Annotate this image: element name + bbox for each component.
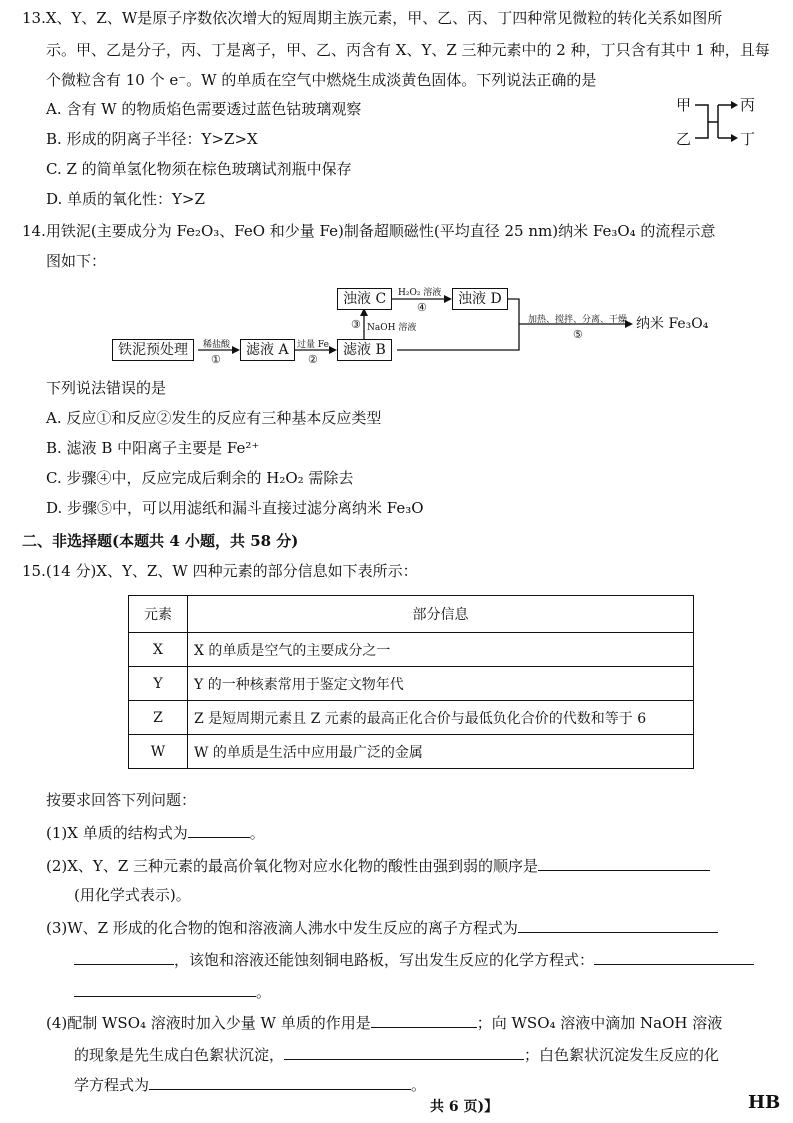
- part2-text: (2)X、Y、Z 三种元素的最高价氧化物对应水化物的酸性由强到弱的顺序是: [46, 857, 539, 875]
- part1-end: 。: [249, 824, 265, 842]
- q13-stem-line2: 示。甲、乙是分子，丙、丁是离子，甲、乙、丙含有 X、Y、Z 三种元素中的 2 种，丁只含有其中 1 种，且每: [46, 41, 770, 59]
- page-code: HB: [748, 1092, 781, 1113]
- part3-end: 。: [256, 983, 272, 1001]
- part3-line2: [74, 949, 754, 970]
- diagram-ding: 丁: [740, 130, 756, 148]
- q13-option-c: C. Z 的简单氢化物须在棕色玻璃试剂瓶中保存: [46, 160, 352, 178]
- table-cell-info: Y 的一种核素常用于鉴定文物年代: [188, 667, 694, 701]
- answer-blank[interactable]: [74, 981, 256, 997]
- answer-blank[interactable]: [149, 1074, 411, 1090]
- table-cell-info: X 的单质是空气的主要成分之一: [188, 633, 694, 667]
- flow-box-filtrate-b: 滤液 B: [337, 339, 392, 361]
- q15-part3: [46, 917, 718, 938]
- diagram-jia: 甲: [676, 96, 692, 114]
- step3-number: ③: [351, 318, 361, 331]
- q14-stem-line2: 图如下：: [46, 252, 107, 270]
- part3-line3: [74, 981, 271, 1002]
- q14-option-d: D. 步骤⑤中，可以用滤纸和漏斗直接过滤分离纳米 Fe₃O: [46, 499, 424, 517]
- table-cell-element: Z: [129, 701, 188, 735]
- q13-option-a: A. 含有 W 的物质焰色需要透过蓝色钴玻璃观察: [46, 100, 362, 118]
- flow-box-turbid-c: 浊液 C: [337, 288, 392, 310]
- table-header-info: 部分信息: [188, 596, 694, 633]
- table-header-row: [129, 596, 694, 633]
- q13-stem-line3: 个微粒含有 10 个 e⁻。W 的单质在空气中燃烧生成淡黄色固体。下列说法正确的是: [46, 71, 597, 89]
- flow-box-turbid-d: 浊液 D: [452, 288, 508, 310]
- step2-reagent: 过量 Fe: [297, 340, 329, 350]
- step5-number: ⑤: [573, 328, 583, 341]
- step4-reagent: H₂O₂ 溶液: [398, 288, 442, 298]
- section-heading: 二、非选择题(本题共 4 小题，共 58 分): [22, 532, 299, 550]
- q13-option-d: D. 单质的氧化性：Y>Z: [46, 190, 205, 208]
- step2-number: ②: [308, 353, 318, 366]
- answer-blank[interactable]: [371, 1012, 477, 1028]
- q14-option-b: B. 滤液 B 中阳离子主要是 Fe²⁺: [46, 439, 260, 457]
- q13-option-b: B. 形成的阴离子半径：Y>Z>X: [46, 130, 258, 148]
- q13-stem-line1: 13.X、Y、Z、W是原子序数依次增大的短周期主族元素，甲、乙、丙、丁四种常见微粒的转化关系如图所: [22, 9, 723, 27]
- part2-note: (用化学式表示)。: [74, 886, 191, 904]
- q14-option-a: A. 反应①和反应②发生的反应有三种基本反应类型: [46, 409, 382, 427]
- part4-line2: [74, 1044, 719, 1065]
- step1-number: ①: [211, 353, 221, 366]
- answer-blank[interactable]: [538, 855, 710, 871]
- part4-text5: 学方程式为: [74, 1076, 150, 1094]
- part4-text2: ；向 WSO₄ 溶液中滴加 NaOH 溶液: [476, 1014, 723, 1032]
- step3-reagent: NaOH 溶液: [367, 323, 417, 333]
- answer-blank[interactable]: [188, 822, 250, 838]
- part4-line3: [74, 1074, 426, 1095]
- flow-box-iron-mud: 铁泥预处理: [112, 339, 194, 361]
- q14-option-c: C. 步骤④中，反应完成后剩余的 H₂O₂ 需除去: [46, 469, 354, 487]
- table-cell-element: W: [129, 735, 188, 769]
- q15-instruction: 按要求回答下列问题：: [46, 791, 197, 809]
- answer-blank[interactable]: [518, 917, 718, 933]
- q14-question: 下列说法错误的是: [46, 379, 167, 397]
- diagram-bing: 丙: [740, 96, 756, 114]
- table-header-element: 元素: [129, 596, 188, 633]
- q15-part2: [46, 855, 710, 876]
- part1-text: (1)X 单质的结构式为: [46, 824, 188, 842]
- q15-stem: 15.(14 分)X、Y、Z、W 四种元素的部分信息如下表所示：: [22, 562, 418, 580]
- q15-part1: [46, 822, 265, 843]
- table-row: [129, 735, 694, 769]
- part4-text3: 的现象是先生成白色絮状沉淀，: [74, 1046, 285, 1064]
- table-cell-info: Z 是短周期元素且 Z 元素的最高正化合价与最低负化合价的代数和等于 6: [188, 701, 694, 735]
- step5-operation: 加热、搅拌、分离、干燥: [528, 315, 628, 325]
- q15-part4: [46, 1012, 722, 1033]
- table-row: [129, 667, 694, 701]
- table-cell-element: Y: [129, 667, 188, 701]
- page-footer: 共 6 页)】: [430, 1099, 499, 1115]
- answer-blank[interactable]: [74, 949, 174, 965]
- diagram-yi: 乙: [676, 130, 692, 148]
- table-cell-info: W 的单质是生活中应用最广泛的金属: [188, 735, 694, 769]
- answer-blank[interactable]: [594, 949, 754, 965]
- part3-text2: ，该饱和溶液还能蚀刻铜电路板，写出发生反应的化学方程式：: [174, 951, 595, 969]
- table-row: [129, 701, 694, 735]
- step1-reagent: 稀盐酸: [203, 340, 231, 350]
- flow-product: 纳米 Fe₃O₄: [636, 316, 709, 332]
- table-cell-element: X: [129, 633, 188, 667]
- flow-box-filtrate-a: 滤液 A: [240, 339, 295, 361]
- part4-end: 。: [411, 1076, 427, 1094]
- table-row: [129, 633, 694, 667]
- part4-text4: ；白色絮状沉淀发生反应的化: [524, 1046, 720, 1064]
- step4-number: ④: [417, 301, 427, 314]
- q14-stem-line1: 14.用铁泥(主要成分为 Fe₂O₃、FeO 和少量 Fe)制备超顺磁性(平均直径 25 nm)纳米 Fe₃O₄ 的流程示意: [22, 222, 716, 240]
- answer-blank[interactable]: [284, 1044, 524, 1060]
- element-info-table: [128, 595, 694, 769]
- part3-text: (3)W、Z 形成的化合物的饱和溶液滴人沸水中发生反应的离子方程式为: [46, 919, 518, 937]
- part4-text: (4)配制 WSO₄ 溶液时加入少量 W 单质的作用是: [46, 1014, 371, 1032]
